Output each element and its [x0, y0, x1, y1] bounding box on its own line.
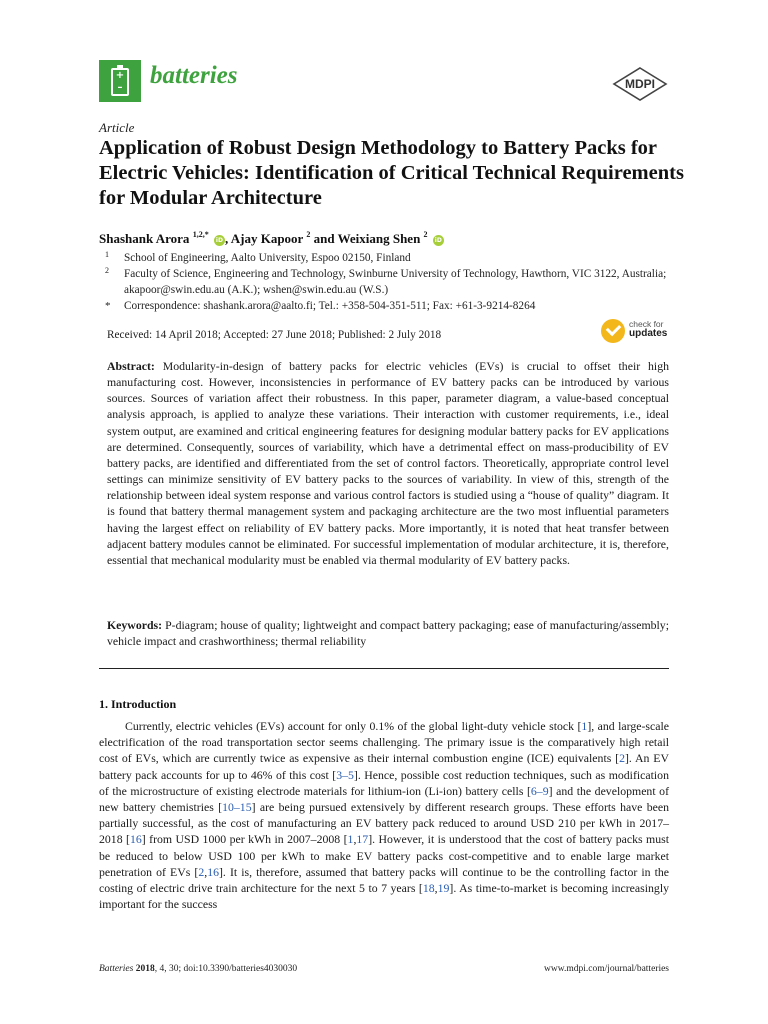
affiliation-text: School of Engineering, Aalto University, Espoo 02150, Finland	[124, 252, 411, 264]
abstract	[107, 358, 669, 568]
journal-logo	[99, 60, 141, 102]
citation-link[interactable]: 19	[437, 881, 450, 896]
citation-link[interactable]: 2	[619, 751, 625, 766]
section-heading: 1. Introduction	[99, 697, 177, 711]
journal-name: batteries	[150, 62, 238, 89]
keywords-label: Keywords:	[107, 618, 163, 632]
article-type: Article	[99, 120, 135, 135]
affiliation-mark: *	[105, 300, 111, 312]
author-name[interactable]: Shashank Arora	[99, 231, 190, 246]
affiliation-item	[99, 298, 689, 314]
correspondence-text: Correspondence: shashank.arora@aalto.fi; Tel.: +358-504-351-511; Fax: +61-3-9214-8264	[124, 300, 536, 312]
author-affiliation-mark: 2	[423, 230, 428, 239]
footer-citation	[99, 964, 297, 974]
affiliations	[99, 250, 689, 314]
affiliation-item	[99, 250, 689, 266]
affiliation-mark: 1	[105, 250, 109, 259]
author-name[interactable]: Ajay Kapoor	[230, 231, 304, 246]
footer-year: 2018	[135, 964, 155, 974]
author-affiliation-mark: 1,2,*	[192, 230, 209, 239]
abstract-label: Abstract:	[107, 359, 155, 373]
keywords-text: P-diagram; house of quality; lightweight and compact battery packaging; ease of manufacturing/assembly; vehicle impact and crashworthiness; thermal reliability	[107, 618, 669, 649]
citation-link[interactable]: 18	[422, 881, 435, 896]
footer-url[interactable]: www.mdpi.com/journal/batteries	[544, 964, 669, 974]
affiliation-text: Faculty of Science, Engineering and Technology, Swinburne University of Technology, Hawthorn, VIC 3122, Australia; akapoor@swin.edu.au (A.K.); wshen@swin.edu.au (W.S.)	[124, 268, 667, 296]
checkmark-icon	[601, 319, 625, 343]
affiliation-item	[99, 266, 689, 298]
check-for-updates-button[interactable]	[601, 317, 673, 345]
citation-link[interactable]: 16	[207, 864, 219, 879]
footer-journal: Batteries	[99, 964, 134, 974]
keywords	[107, 617, 669, 649]
mdpi-logo	[612, 67, 668, 101]
author-list	[99, 230, 444, 247]
orcid-icon[interactable]: iD	[215, 237, 223, 244]
battery-icon: + –	[111, 68, 129, 96]
citation-link[interactable]: 3–5	[336, 767, 354, 782]
article-title: Application of Robust Design Methodology to Battery Packs for Electric Vehicles: Identification of Critical Technical Requirements for Modular Architecture	[99, 137, 684, 209]
citation-link[interactable]: 10–15	[222, 800, 252, 815]
publication-dates: Received: 14 April 2018; Accepted: 27 June 2018; Published: 2 July 2018	[107, 329, 442, 341]
affiliation-mark: 2	[105, 266, 109, 275]
citation-link[interactable]: 2	[198, 864, 205, 879]
citation-link[interactable]: 1	[347, 832, 354, 847]
citation-link[interactable]: 1	[581, 719, 588, 733]
orcid-icon[interactable]: iD	[434, 237, 442, 244]
abstract-text: Modularity-in-design of battery packs for electric vehicles (EVs) is crucial to offset their high manufacturing cost. However, inconsistencies in performance of EV battery packs can be introduced by various sources. Sources of variation affect their robustness. In this paper, parameter diagram, a value-based conceptual analysis approach, is applied to analyze these variations. Their interaction with customer requirements, i.e., ideal system output, are examined and critical engineering features for designing modular battery packs for EV applications are determined. Consequently, sources of variability, which have a detrimental effect on mass-producibility of EV battery packs, are identified and differentiated from the set of control factors. Theoretically, appropriate control level settings can minimize sensitivity of EV battery packs to the sources of variability. In view of this, strength of the relationship between ideal system response and various control factors is studied using a “house of quality” diagram. It is found that battery thermal management system and packaging architecture are the two most influential parameters having the largest effect on reliability of EV battery packs. More importantly, it is noted that heat transfer between adjacent battery modules cannot be eliminated. For successful implementation of modular architecture, it is, therefore, essential that mechanical modularity must be enabled via thermal modularity of EV battery packs.	[107, 359, 669, 567]
author-separator: ,	[224, 231, 231, 246]
check-updates-label: check for updates	[629, 319, 668, 339]
mdpi-logo-text: MDPI	[625, 77, 655, 91]
section-divider	[99, 668, 669, 669]
introduction-paragraph: Currently, electric vehicles (EVs) account for only 0.1% of the global light-duty vehicle stock [1], and large-scale electrification of the road transportation sector seems challenging. The primary issue is the comparatively high retail cost of EVs, which are currently twice as expensive as their internal combustion engine (ICE) equivalents [2]. An EV battery pack accounts for up to 46% of this cost [3–5]. Hence, possible cost reduction techniques, such as modification of the microstructure of existing electrode materials for lithium-ion (Li-ion) battery cells [6–9] and the development of new battery chemistries [10–15] are being pursued extensively by different research groups. These efforts have been partially successful, as the cost of manufacturing an EV battery pack reduced to around USD 210 per kWh in 2017–2018 [16] from USD 1000 per kWh in 2007–2008 [1,17]. However, it is understood that the cost of battery packs must be reduced to below USD 100 per kWh to make EV battery packs cost-competitive and to enable large market penetration of EVs [2,16]. It is, therefore, assumed that battery packs will continue to be the controlling factor in the costing of electric drive train architecture for the next 5 to 7 years [18,19]. As time-to-market is becoming increasingly important for the success	[99, 719, 669, 912]
author-name[interactable]: Weixiang Shen	[337, 231, 421, 246]
author-separator: and	[310, 231, 338, 246]
citation-link[interactable]: 17	[356, 832, 369, 847]
author-affiliation-mark: 2	[306, 230, 311, 239]
citation-link[interactable]: 16	[129, 832, 142, 847]
citation-link[interactable]: 6–9	[530, 783, 549, 798]
footer-doi[interactable]: , 4, 30; doi:10.3390/batteries4030030	[154, 964, 298, 974]
